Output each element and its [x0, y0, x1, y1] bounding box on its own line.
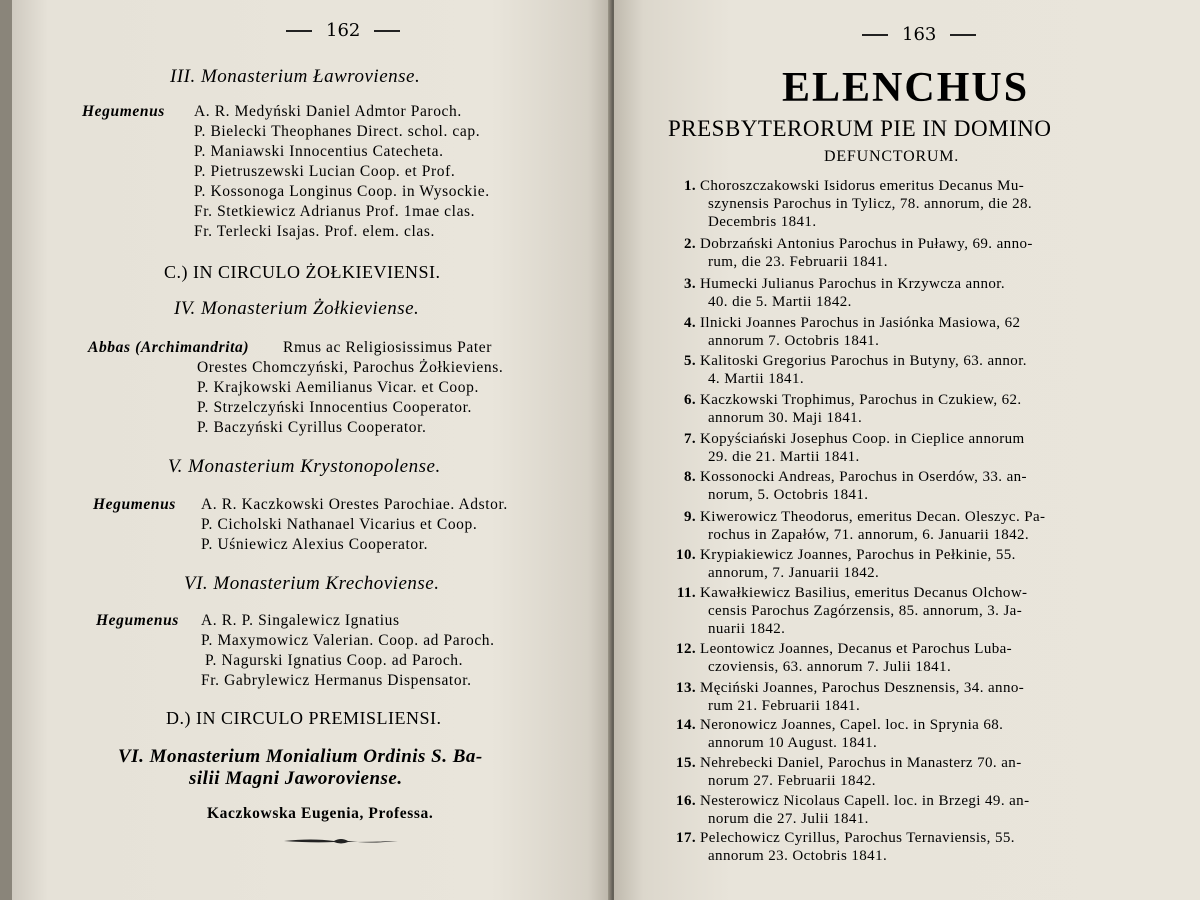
- page-subtitle: PRESBYTERORUM PIE IN DOMINO: [668, 116, 1052, 141]
- list-item: 9. Kiwerowicz Theodorus, emeritus Decan. Oleszyc. Pa- rochus in Zapałów, 71. annorum, 6. Januarii 1842.: [683, 509, 1046, 544]
- text-line: P. Pietruszewski Lucian Coop. et Prof.: [194, 163, 456, 180]
- section-title-line1: VI. Monasterium Monialium Ordinis S. Ba-: [118, 746, 483, 767]
- text-line: Rmus ac Religiosissimus Pater: [283, 339, 492, 356]
- list-item: 4. Ilnicki Joannes Parochus in Jasiónka Masiowa, 62 annorum 7. Octobris 1841.: [683, 315, 1021, 350]
- list-item: 12. Leontowicz Joannes, Decanus et Parochus Luba- czoviensis, 63. annorum 7. Julii 1841.: [676, 641, 1013, 676]
- role-label: Abbas (Archimandrita): [88, 339, 250, 356]
- list-item: 14. Neronowicz Joannes, Capel. loc. in Sprynia 68. annorum 10 August. 1841.: [676, 717, 1004, 752]
- left-page-number: 162: [272, 20, 414, 41]
- text-line: P. Nagurski Ignatius Coop. ad Paroch.: [205, 652, 464, 669]
- list-item: 7. Kopyściański Josephus Coop. in Cieplice annorum 29. die 21. Martii 1841.: [683, 431, 1025, 466]
- list-item: 3. Humecki Julianus Parochus in Krzywcza annor. 40. die 5. Martii 1842.: [683, 276, 1006, 311]
- text-line: A. R. Medyński Daniel Admtor Paroch.: [194, 103, 462, 120]
- text-line: A. R. P. Singalewicz Ignatius: [201, 612, 400, 629]
- section-title: IV. Monasterium Żołkieviense.: [174, 298, 420, 319]
- role-label: Hegumenus: [96, 612, 179, 629]
- page-subtitle-2: DEFUNCTORUM.: [824, 148, 960, 165]
- role-label: Hegumenus: [93, 496, 176, 513]
- list-item: 1. Choroszczakowski Isidorus emeritus Decanus Mu- szynensis Parochus in Tylicz, 78. annorum, die 28. Decembris 1841.: [683, 178, 1033, 231]
- list-item: 10. Krypiakiewicz Joannes, Parochus in Pełkinie, 55. annorum, 7. Januarii 1842.: [676, 547, 1016, 582]
- text-line: P. Krajkowski Aemilianus Vicar. et Coop.: [197, 379, 479, 396]
- role-label: Hegumenus: [82, 103, 165, 120]
- list-item: 6. Kaczkowski Trophimus, Parochus in Czukiew, 62. annorum 30. Maji 1841.: [683, 392, 1022, 427]
- text-line: P. Maxymowicz Valerian. Coop. ad Paroch.: [201, 632, 495, 649]
- list-item: 15. Nehrebecki Daniel, Parochus in Manasterz 70. an- norum 27. Februarii 1842.: [676, 755, 1022, 790]
- text-line: Kaczkowska Eugenia, Professa.: [207, 805, 434, 822]
- section-title-line2: silii Magni Jaworoviense.: [189, 768, 403, 789]
- section-title: III. Monasterium Ławroviense.: [170, 66, 421, 87]
- list-item: 11. Kawałkiewicz Basilius, emeritus Decanus Olchow- censis Parochus Zagórzensis, 85. annorum, 3. Ja- nuarii 1842.: [676, 585, 1028, 638]
- list-item: 13. Męciński Joannes, Parochus Desznensis, 34. anno- rum 21. Februarii 1841.: [676, 680, 1025, 715]
- text-line: P. Strzelczyński Innocentius Cooperator.: [197, 399, 472, 416]
- list-item: 2. Dobrzański Antonius Parochus in Puławy, 69. anno- rum, die 23. Februarii 1841.: [683, 236, 1033, 271]
- list-item: 8. Kossonocki Andreas, Parochus in Oserdów, 33. an- norum, 5. Octobris 1841.: [683, 469, 1027, 504]
- text-line: Fr. Gabrylewicz Hermanus Dispensator.: [201, 672, 472, 689]
- text-line: P. Baczyński Cyrillus Cooperator.: [197, 419, 427, 436]
- list-item: 16. Nesterowicz Nicolaus Capell. loc. in Brzegi 49. an- norum die 27. Julii 1841.: [676, 793, 1030, 828]
- section-title: V. Monasterium Krystonopolense.: [168, 456, 441, 477]
- circle-title: C.) IN CIRCULO ŻOŁKIEVIENSI.: [164, 262, 441, 282]
- right-page-number: 163: [848, 24, 990, 45]
- section-title: VI. Monasterium Krechoviense.: [184, 573, 440, 594]
- ornament-divider: [284, 836, 398, 846]
- list-item: 5. Kalitoski Gregorius Parochus in Butyny, 63. annor. 4. Martii 1841.: [683, 353, 1027, 388]
- text-line: P. Maniawski Innocentius Catecheta.: [194, 143, 444, 160]
- page-title: ELENCHUS: [782, 65, 1030, 111]
- text-line: Fr. Stetkiewicz Adrianus Prof. 1mae clas.: [194, 203, 476, 220]
- text-line: Orestes Chomczyński, Parochus Żołkieviens.: [197, 359, 504, 376]
- text-line: P. Cicholski Nathanael Vicarius et Coop.: [201, 516, 478, 533]
- text-line: P. Uśniewicz Alexius Cooperator.: [201, 536, 429, 553]
- text-line: P. Kossonoga Longinus Coop. in Wysockie.: [194, 183, 490, 200]
- list-item: 17. Pelechowicz Cyrillus, Parochus Ternaviensis, 55. annorum 23. Octobris 1841.: [676, 830, 1015, 865]
- text-line: Fr. Terlecki Isajas. Prof. elem. clas.: [194, 223, 435, 240]
- text-line: A. R. Kaczkowski Orestes Parochiae. Adstor.: [201, 496, 508, 513]
- circle-title: D.) IN CIRCULO PREMISLIENSI.: [166, 708, 442, 728]
- text-line: P. Bielecki Theophanes Direct. schol. cap.: [194, 123, 481, 140]
